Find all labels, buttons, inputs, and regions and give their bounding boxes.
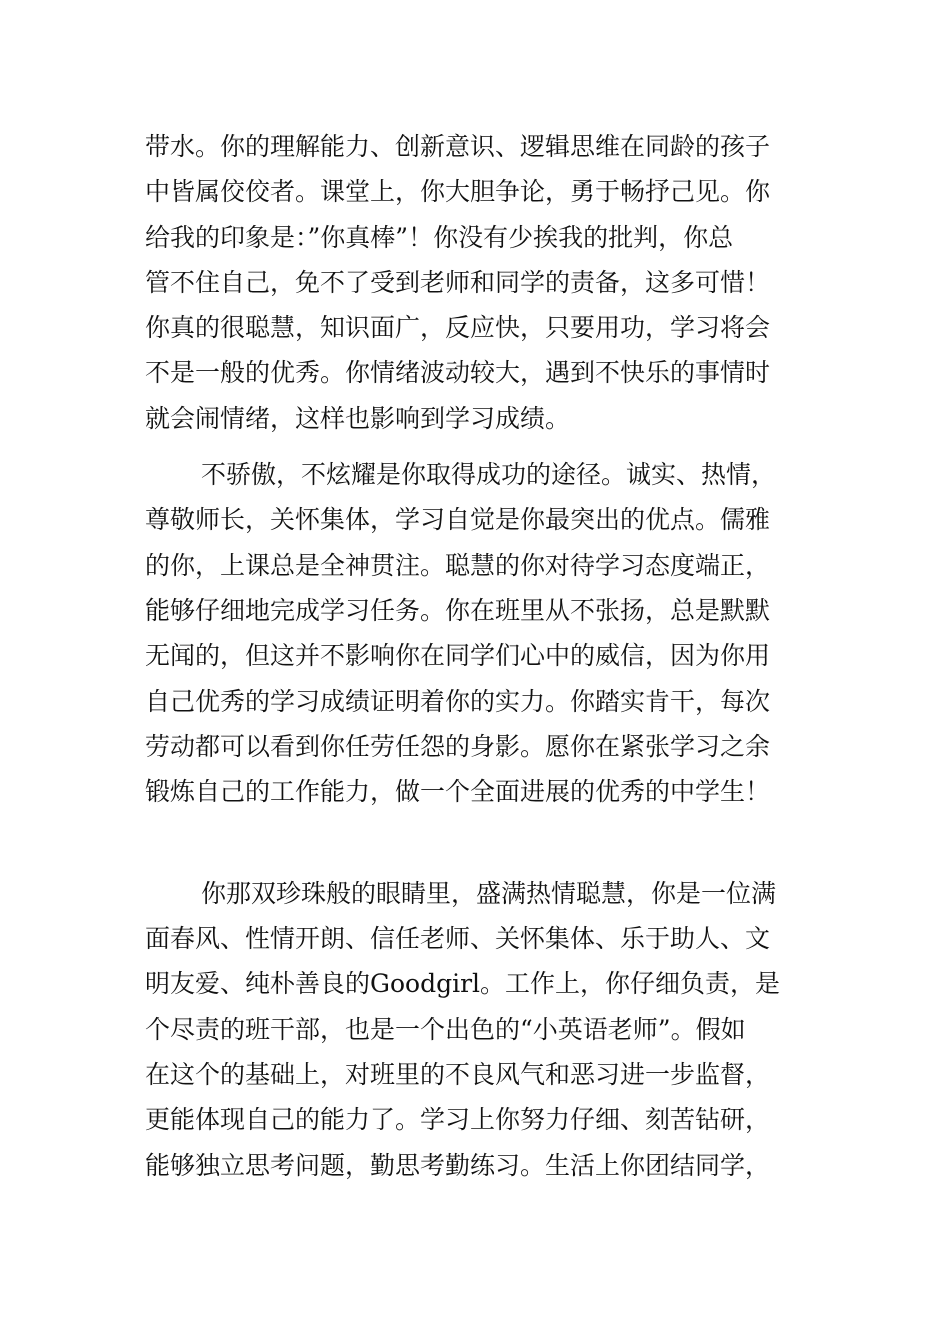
text-line: 能够独立思考问题，勤思考勤练习。生活上你团结同学， xyxy=(145,1150,771,1180)
text-line: 明友爱、纯朴善良的Goodgirl。工作上，你仔细负责，是 xyxy=(145,969,781,999)
paragraph xyxy=(145,124,810,441)
text-line: 你真的很聪慧，知识面广，反应快，只要用功，学习将会 xyxy=(145,313,771,343)
text-line: 带水。你的理解能力、创新意识、逻辑思维在同龄的孩子 xyxy=(145,132,771,161)
text-line: 能够仔细地完成学习任务。你在班里从不张扬，总是默默 xyxy=(145,595,771,625)
text-line: 不是一般的优秀。你情绪波动较大，遇到不快乐的事情时 xyxy=(145,358,771,388)
text-line: 在这个的基础上，对班里的不良风气和恶习进一步监督， xyxy=(145,1059,771,1089)
paragraph xyxy=(145,871,810,1188)
paragraph-gap xyxy=(145,441,810,452)
text-line: 你那双珍珠般的眼睛里，盛满热情聪慧，你是一位满 xyxy=(201,878,777,908)
text-line: 中皆属佼佼者。课堂上，你大胆争论，勇于畅抒己见。你 xyxy=(145,177,771,207)
text-line: 劳动都可以看到你任劳任怨的身影。愿你在紧张学习之余 xyxy=(145,731,771,761)
text-line: 锻炼自己的工作能力，做一个全面进展的优秀的中学生！ xyxy=(145,777,771,807)
text-line xyxy=(145,814,810,859)
text-line: 尊敬师长，关怀集体，学习自觉是你最突出的优点。儒雅 xyxy=(145,505,771,535)
text-line: 无闻的，但这并不影响你在同学们心中的威信，因为你用 xyxy=(145,641,771,671)
text-line: 不骄傲，不炫耀是你取得成功的途径。诚实、热情， xyxy=(201,460,777,490)
text-line: 就会闹情绪，这样也影响到学习成绩。 xyxy=(145,403,571,433)
text-line: 管不住自己，免不了受到老师和同学的责备，这多可惜！ xyxy=(145,267,771,297)
text-line: 更能体现自己的能力了。学习上你努力仔细、刻苦钻研， xyxy=(145,1105,771,1135)
text-line: 的你，上课总是全神贯注。聪慧的你对待学习态度端正， xyxy=(145,550,771,580)
text-line: 给我的印象是：”你真棒”！你没有少挨我的批判，你总 xyxy=(145,222,734,252)
document-body xyxy=(145,124,810,1188)
text-line: 面春风、性情开朗、信任老师、关怀集体、乐于助人、文 xyxy=(145,924,771,954)
text-line: 自己优秀的学习成绩证明着你的实力。你踏实肯干，每次 xyxy=(145,686,771,716)
text-line: 个尽责的班干部，也是一个出色的“小英语老师”。假如 xyxy=(145,1014,746,1044)
paragraph xyxy=(145,452,810,860)
paragraph-gap xyxy=(145,860,810,871)
